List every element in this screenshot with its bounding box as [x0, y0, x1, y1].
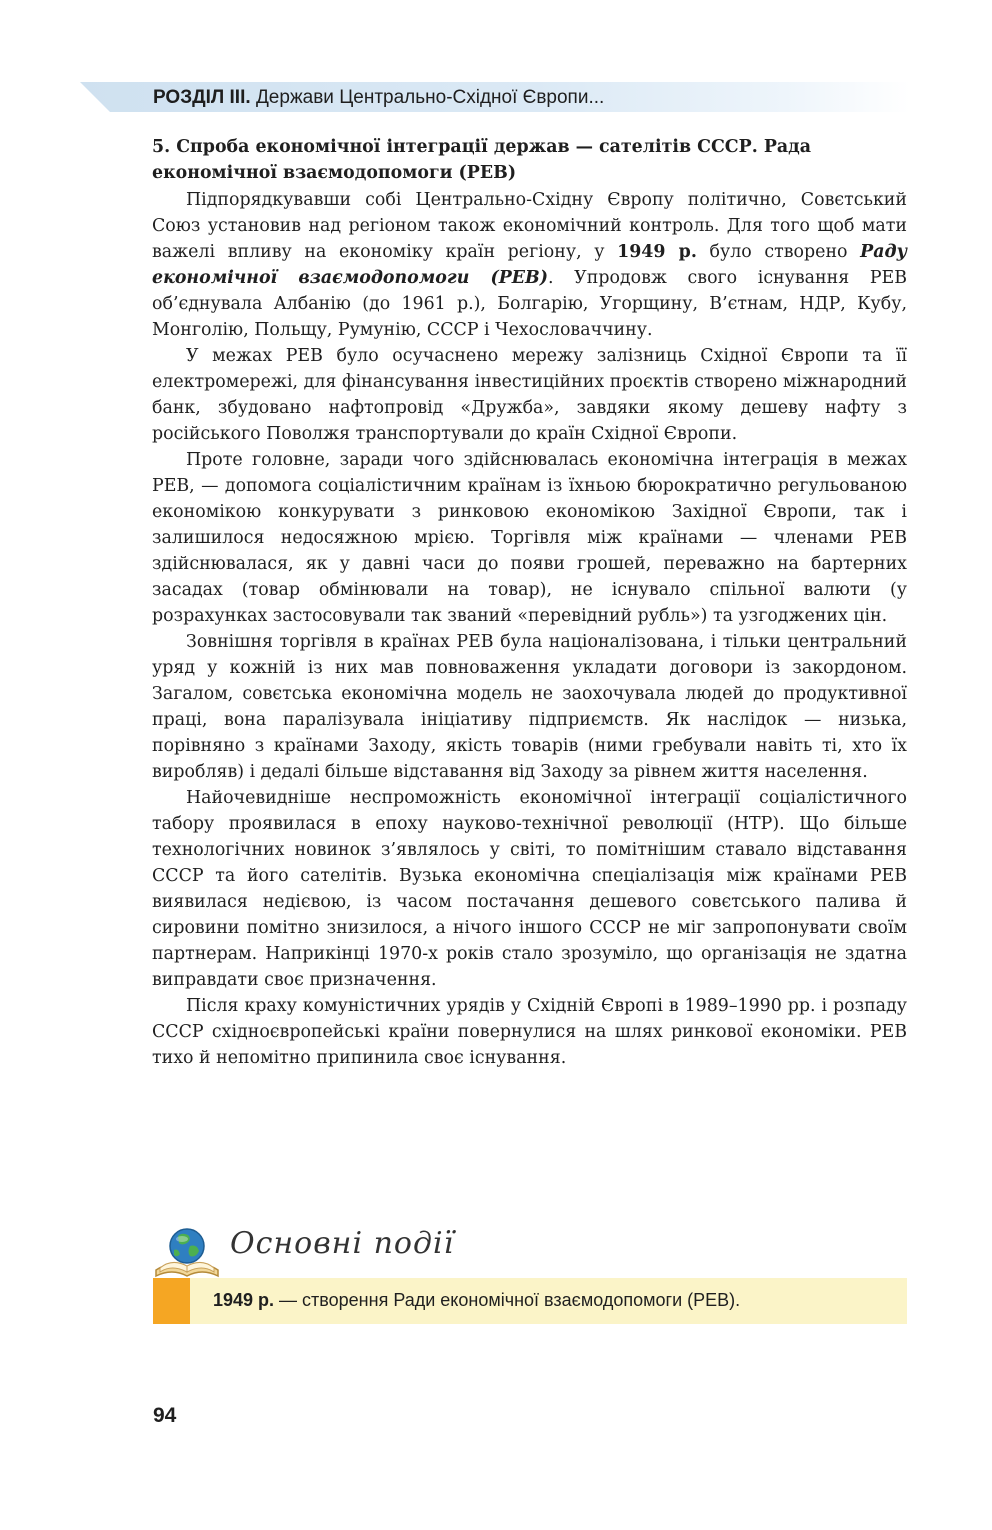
event-marker-bar — [153, 1278, 190, 1324]
paragraph-5: Найочевидніше неспроможність економічної інтеграції соціалістичного табору проявилася в епоху науково-технічної революції (НТР). Що більше технологічних новинок з’являлось у світі, то помітнішим ставало відставання СССР та його сателітів. Вузька економічна спеціалізація між країнами РЕВ виявилася недієвою, із часом постачання дешевого совєтського палива й сировини помітно знизилося, а нічого іншого СССР не міг запропонувати своїм партнерам. Наприкінці 1970-х років стало зрозуміло, що організація не здатна виправдати своє призначення. — [152, 788, 907, 990]
section-heading: 5. Спроба економічної інтеграції держав — сателітів СССР. Рада економічної взаємодопомоги (РЕВ) — [152, 137, 812, 183]
main-text — [152, 134, 907, 1071]
chapter-title: Держави Центрально-Східної Європи... — [255, 87, 605, 108]
paragraph-6: Після краху комуністичних урядів у Східній Європі в 1989–1990 рр. і розпаду СССР східноєвропейські країни повернулися на шлях ринкової економіки. РЕВ тихо й непомітно припинила своє існування. — [152, 996, 907, 1068]
paragraph-4: Зовнішня торгівля в країнах РЕВ була націоналізована, і тільки центральний уряд у кожній із них мав повноваження укладати договори із закордоном. Загалом, совєтська економічна модель не заохочувала людей до продуктивної праці, вона паралізувала ініціативу підприємств. Як наслідок — низька, порівняно з країнами Заходу, якість товарів (ними гребували навіть ті, хто їх виробляв) і дедалі більше відставання від Заходу за рівнем життя населення. — [152, 632, 907, 782]
chapter-header — [153, 85, 604, 111]
paragraph-2: У межах РЕВ було осучаснено мережу залізниць Східної Європи та її електромережі, для фінансування інвестиційних проєктів створено міжнародний банк, збудовано нафтопровід «Дружба», завдяки якому дешеву нафту з російського Поволжя транспортували до країн Східної Європи. — [152, 346, 907, 444]
event-description: — створення Ради економічної взаємодопомоги (РЕВ). — [274, 1290, 741, 1310]
term-highlight: Раду економічної взаємодопомоги (РЕВ) — [152, 242, 908, 288]
events-title: Основні події — [230, 1226, 455, 1261]
event-item — [153, 1278, 907, 1324]
page-number: 94 — [153, 1404, 177, 1427]
year-highlight: 1949 р. — [617, 242, 697, 262]
event-year: 1949 р. — [213, 1290, 275, 1310]
paragraph-1: Підпорядкувавши собі Центрально-Східну Європу політично, Совєтський Союз установив над регіоном також економічний контроль. Для того щоб мати важелі впливу на економіку країн регіону, у 1949 р. було створено Раду економічної взаємодопомоги (РЕВ). Упродовж свого існування РЕВ об’єднувала Албанію (до 1961 р.), Болгарію, Угорщину, В’єтнам, НДР, Кубу, Монголію, Польщу, Румунію, СССР і Чехословаччину. — [152, 190, 908, 340]
paragraph-3: Проте головне, заради чого здійснювалась економічна інтеграція в межах РЕВ, — допомога соціалістичним країнам із їхньою бюрократично регульованою економікою конкурувати з ринковою економікою Західної Європи, так і залишилося недосяжною мрією. Торгівля між країнами — членами РЕВ здійснювалася, як у давні часи до появи грошей, переважно на бартерних засадах (товар обмінювали на товар), не існувало спільної валюти (у розрахунках застосовували так званий «перевідний рубль») та узгоджених цін. — [152, 450, 907, 626]
globe-book-icon — [152, 1224, 222, 1278]
chapter-label: РОЗДІЛ ІІІ. — [153, 87, 251, 108]
